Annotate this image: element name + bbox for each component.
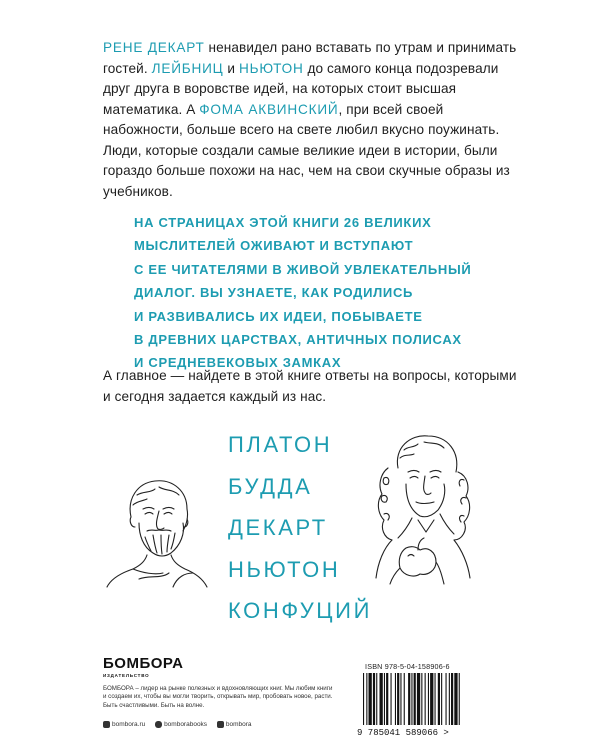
isbn-text: ISBN 978-5-04-158906-6 bbox=[365, 662, 450, 671]
vk-icon bbox=[103, 721, 110, 728]
intro-paragraph bbox=[103, 38, 523, 202]
barcode-bar bbox=[366, 673, 367, 725]
social-link-site[interactable] bbox=[103, 721, 145, 728]
barcode-bar bbox=[369, 673, 372, 725]
callout-line: И РАЗВИВАЛИСЬ ИХ ИДЕИ, ПОБЫВАЕТЕ bbox=[134, 308, 423, 324]
intro-fragment: ненавидел рано вставать по утрам и принимать гостей. bbox=[103, 40, 517, 76]
plato-portrait-illustration bbox=[103, 469, 211, 589]
intro-fragment: и bbox=[223, 60, 239, 76]
callout-block bbox=[134, 211, 534, 375]
barcode-bar bbox=[414, 673, 416, 725]
callout-line: И СРЕДНЕВЕКОВЫХ ЗАМКАХ bbox=[134, 355, 342, 371]
barcode-bar bbox=[384, 673, 385, 725]
intro-text bbox=[103, 38, 523, 202]
publisher-logo: БОМБОРА bbox=[103, 655, 184, 672]
social-link-youtube[interactable] bbox=[217, 721, 252, 728]
social-link-instagram[interactable] bbox=[155, 721, 207, 728]
thinker-plato: ПЛАТОН bbox=[228, 432, 333, 457]
barcode-bar bbox=[449, 673, 450, 725]
name-newton: НЬЮТОН bbox=[239, 60, 304, 76]
back-cover-footer bbox=[103, 655, 523, 745]
barcode-bar bbox=[376, 673, 377, 725]
barcode-bar bbox=[459, 673, 460, 725]
callout-line: С ЕЕ ЧИТАТЕЛЯМИ В ЖИВОЙ УВЛЕКАТЕЛЬНЫЙ bbox=[134, 261, 472, 277]
barcode-bar bbox=[411, 673, 412, 725]
barcode-bar bbox=[395, 673, 396, 725]
barcode-digits: 9 785041 589066 > bbox=[357, 728, 449, 737]
social-label: bombora.ru bbox=[112, 721, 146, 728]
closing-paragraph: А главное — найдете в этой книге ответы на вопросы, которыми и сегодня задается каждый из нас. bbox=[103, 368, 517, 404]
barcode-bar bbox=[391, 673, 392, 725]
barcode-bar bbox=[397, 673, 399, 725]
barcode-bar bbox=[425, 673, 426, 725]
thinker-confucius: КОНФУЦИЙ bbox=[228, 598, 372, 623]
barcode-bar bbox=[451, 673, 453, 725]
barcode-bar bbox=[363, 673, 364, 725]
barcode-bar bbox=[373, 673, 375, 725]
thinker-newton: НЬЮТОН bbox=[228, 556, 341, 582]
social-links bbox=[103, 721, 260, 730]
callout-line: МЫСЛИТЕЛЕЙ ОЖИВАЮТ И ВСТУПАЮТ bbox=[134, 238, 414, 254]
barcode-bar bbox=[380, 673, 383, 725]
isbn-barcode bbox=[355, 671, 513, 737]
barcode-bar bbox=[404, 673, 405, 725]
name-descartes: РЕНЕ ДЕКАРТ bbox=[103, 40, 205, 55]
thinker-descartes: ДЕКАРТ bbox=[228, 515, 328, 540]
name-leibniz: ЛЕЙБНИЦ bbox=[151, 60, 224, 76]
newton-portrait-illustration bbox=[348, 428, 498, 586]
intro-fragment: , при всей своей набожности, больше всего на свете любил вкусно поужинать. Люди, которые создали самые великие идеи в истории, были гораздо больше похожи на нас, чем на свои скучные образы из учебников. bbox=[103, 101, 510, 199]
barcode-bar bbox=[417, 673, 420, 725]
barcode-bar bbox=[435, 673, 436, 725]
barcode-bar bbox=[454, 673, 457, 725]
publisher-logo-subtitle: ИЗДАТЕЛЬСТВО bbox=[103, 673, 150, 678]
barcode-bar bbox=[446, 673, 447, 725]
callout-line: НА СТРАНИЦАХ ЭТОЙ КНИГИ 26 ВЕЛИКИХ bbox=[134, 215, 432, 230]
name-aquinas: ФОМА АКВИНСКИЙ bbox=[199, 101, 339, 117]
barcode-bar bbox=[400, 673, 401, 725]
barcode-bar bbox=[441, 673, 442, 725]
publisher-blurb: БОМБОРА – лидер на рынке полезных и вдохновляющих книг. Мы любим книги и создаем их, чтобы вы могли творить, открывать мир, пробовать новое, расти. Быть счастливыми. Быть на волне. bbox=[103, 685, 333, 709]
callout-line: В ДРЕВНИХ ЦАРСТВАХ, АНТИЧНЫХ ПОЛИСАХ bbox=[134, 332, 462, 348]
barcode-bar bbox=[438, 673, 440, 725]
closing-text bbox=[103, 366, 523, 407]
callout-line: ДИАЛОГ. ВЫ УЗНАЕТЕ, КАК РОДИЛИСЬ bbox=[134, 285, 414, 301]
social-label: bombora bbox=[225, 721, 252, 728]
youtube-icon bbox=[217, 721, 224, 728]
social-label: bomborabooks bbox=[164, 721, 208, 728]
intro-fragment: до самого конца подозревали друг друга в воровстве идей, на которых стоит высшая математика. А bbox=[103, 60, 499, 117]
barcode-bar bbox=[428, 673, 429, 725]
barcode-bar bbox=[386, 673, 388, 725]
instagram-icon bbox=[155, 721, 162, 728]
barcode-bar bbox=[421, 673, 422, 725]
thinker-buddha: БУДДА bbox=[228, 473, 313, 499]
barcode-bar bbox=[408, 673, 410, 725]
barcode-bar bbox=[430, 673, 433, 725]
